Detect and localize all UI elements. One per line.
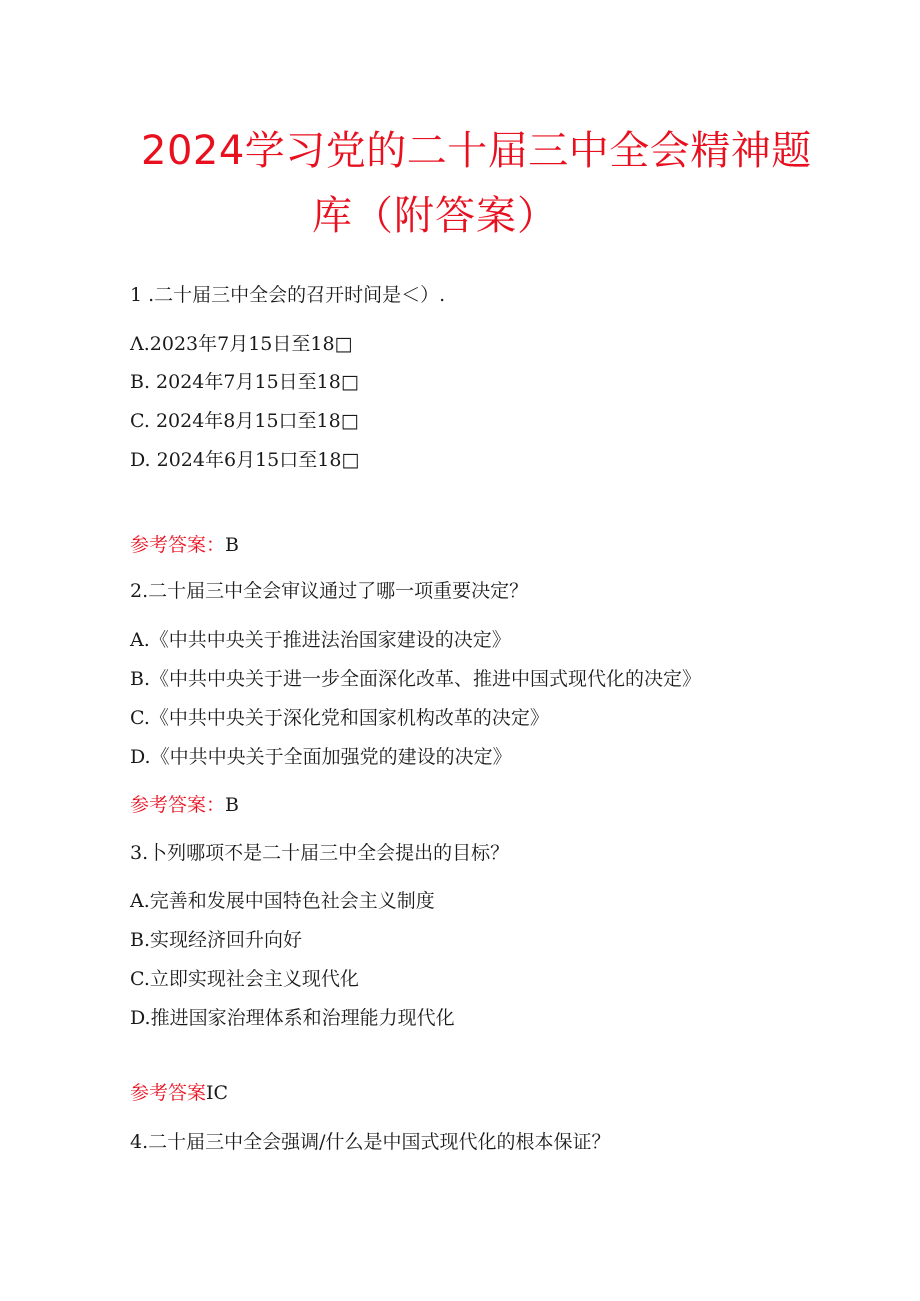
- question-1-option-a: Λ.2023年7月15日至18□: [130, 333, 353, 355]
- question-4-text: 4.二十届三中全会强调/什么是中国式现代化的根本保证？: [130, 1131, 611, 1153]
- question-1-answer: [130, 536, 239, 555]
- question-2-option-c: C.《中共中央关于深化党和国家机构改革的决定》: [130, 707, 549, 729]
- question-2-option-d: D.《中共中央关于全面加强党的建设的决定》: [130, 746, 512, 768]
- question-2-answer: [130, 796, 239, 815]
- question-2-option-a: A.《中共中央关于推进法治国家建设的决定》: [130, 629, 511, 651]
- question-1-option-c: C. 2024年8月15口至18□: [130, 410, 359, 432]
- answer-value: IC: [206, 1082, 229, 1104]
- question-1-text: 1 .二十届三中全会的召开时间是＜）.: [130, 284, 446, 306]
- question-3-text: 3.卜列哪项不是二十届三中全会提出的目标？: [130, 842, 510, 864]
- document-title-line-2: 库（附答案）: [312, 193, 558, 239]
- question-3-option-c: C.立即实现社会主义现代化: [130, 968, 359, 990]
- answer-label: 参考答案：: [130, 794, 226, 816]
- document-title-line-1: 2024学习党的二十届三中全会精神题: [141, 128, 812, 174]
- answer-value: B: [225, 794, 239, 816]
- question-3-option-b: B.实现经济回升向好: [130, 929, 303, 951]
- answer-label: 参考答案：: [130, 534, 226, 556]
- question-2-text: 2.二十届三中全会审议通过了哪一项重要决定？: [130, 580, 529, 602]
- question-1-option-d: D. 2024年6月15口至18□: [130, 449, 360, 471]
- question-3-option-d: D.推进国家治理体系和治理能力现代化: [130, 1007, 455, 1029]
- answer-value: B: [225, 534, 239, 556]
- question-3-option-a: A.完善和发展中国特色社会主义制度: [130, 890, 435, 912]
- question-1-option-b: B. 2024年7月15日至18□: [130, 371, 359, 393]
- answer-label: 参考答案: [130, 1082, 207, 1104]
- question-2-option-b: B.《中共中央关于进一步全面深化改革、推进中国式现代化的决定》: [130, 668, 702, 690]
- question-3-answer: [130, 1084, 228, 1103]
